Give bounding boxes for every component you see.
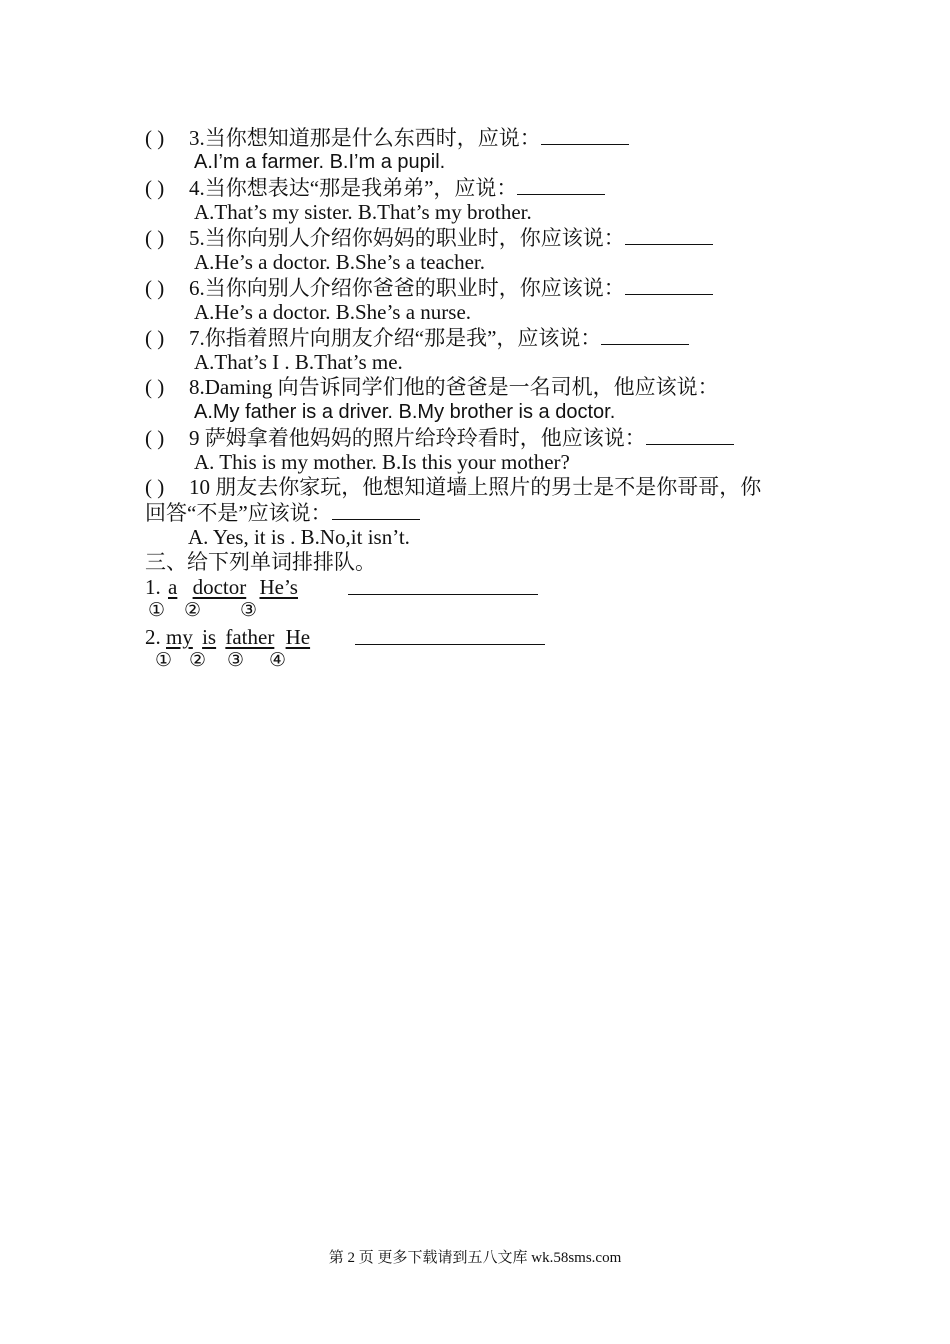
answer-paren: ( ) (145, 475, 165, 499)
word-1: a (168, 575, 178, 599)
question-text: 7.你指着照片向朋友介绍“那是我”，应该说： (189, 326, 602, 350)
answer-line-1[interactable] (348, 594, 538, 595)
word-4: He (285, 625, 311, 649)
order-mark-2: ② (189, 649, 207, 671)
answer-line-2[interactable] (355, 644, 545, 645)
question-10-options: A. Yes, it is . B.No,it isn’t. (188, 525, 410, 549)
order-mark-3: ③ (240, 599, 258, 621)
answer-paren: ( ) (145, 326, 165, 350)
order-mark-1: ① (148, 599, 166, 621)
question-5 (145, 224, 713, 251)
question-text: 6.当你向别人介绍你爸爸的职业时，你应该说： (189, 276, 625, 300)
question-text: 8.Daming 向告诉同学们他的爸爸是一名司机，他应该说： (189, 375, 719, 399)
question-6-options: A.He’s a doctor. B.She’s a nurse. (194, 300, 472, 324)
question-9 (145, 424, 734, 451)
question-4 (145, 174, 605, 201)
word-1: my (166, 625, 193, 649)
answer-paren: ( ) (145, 226, 165, 250)
question-7-options: A.That’s I . B.That’s me. (194, 350, 403, 374)
answer-paren: ( ) (145, 126, 165, 150)
order-mark-4: ④ (269, 649, 287, 671)
answer-paren: ( ) (145, 375, 165, 399)
question-3 (145, 124, 629, 151)
question-text: 5.当你向别人介绍你妈妈的职业时，你应该说： (189, 226, 625, 250)
reorder-item-1 (145, 574, 298, 600)
word-3: father (225, 625, 275, 649)
question-text-continued: 回答“不是”应该说： (145, 501, 332, 525)
answer-blank[interactable] (541, 124, 629, 145)
question-3-options: A.I’m a farmer. B.I’m a pupil. (194, 151, 446, 173)
item-number: 2. (145, 625, 161, 649)
item-number: 1. (145, 575, 161, 599)
question-text: 10 朋友去你家玩，他想知道墙上照片的男士是不是你哥哥，你 (189, 475, 762, 499)
word-2: is (202, 625, 217, 649)
answer-blank[interactable] (646, 424, 734, 445)
question-5-options: A.He’s a doctor. B.She’s a teacher. (194, 250, 486, 274)
word-3: He’s (259, 575, 298, 599)
order-mark-2: ② (184, 599, 202, 621)
question-text: 4.当你想表达“那是我弟弟”，应说： (189, 176, 518, 200)
order-mark-1: ① (155, 649, 173, 671)
answer-blank[interactable] (601, 324, 689, 345)
word-2: doctor (192, 575, 247, 599)
reorder-item-2 (145, 624, 310, 650)
question-8 (145, 374, 719, 400)
question-7 (145, 324, 689, 351)
answer-paren: ( ) (145, 276, 165, 300)
question-text: 3.当你想知道那是什么东西时，应说： (189, 126, 541, 150)
question-8-options: A.My father is a driver. B.My brother is a doctor. (194, 401, 616, 423)
order-mark-3: ③ (227, 649, 245, 671)
question-10 (145, 474, 761, 500)
answer-paren: ( ) (145, 176, 165, 200)
page-footer: 第 2 页 更多下载请到五八文库 wk.58sms.com (328, 1250, 622, 1266)
question-9-options: A. This is my mother. B.Is this your mother? (194, 450, 570, 474)
question-10-continued (145, 499, 420, 526)
question-text: 9 萨姆拿着他妈妈的照片给玲玲看时，他应该说： (189, 426, 646, 450)
question-4-options: A.That’s my sister. B.That’s my brother. (194, 200, 532, 224)
answer-blank[interactable] (625, 224, 713, 245)
answer-blank[interactable] (517, 174, 605, 195)
answer-paren: ( ) (145, 426, 165, 450)
section-3-title: 三、给下列单词排排队。 (145, 550, 376, 574)
question-6 (145, 274, 713, 301)
answer-blank[interactable] (332, 499, 420, 520)
answer-blank[interactable] (625, 274, 713, 295)
